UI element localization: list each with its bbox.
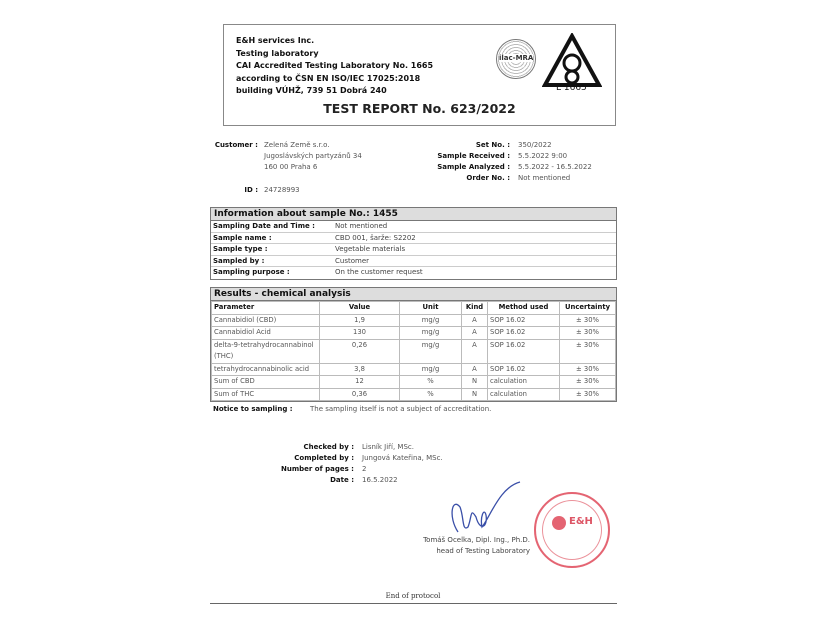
table-cell: mg/g [400, 363, 462, 376]
table-cell: ± 30% [560, 339, 616, 363]
completed-by: Jungová Kateřina, MSc. [362, 454, 443, 462]
stamp-emblem-icon [552, 516, 566, 530]
table-cell: 1,9 [320, 314, 400, 327]
table-cell: % [400, 376, 462, 389]
notice-text: The sampling itself is not a subject of accreditation. [310, 405, 492, 413]
order-no: Not mentioned [518, 174, 571, 182]
table-row [212, 363, 616, 376]
info-label: Sample type : [213, 245, 268, 253]
table-cell: Cannabidiol Acid [212, 327, 320, 340]
customer-street: Jugoslávských partyzánů 34 [264, 152, 362, 160]
cai-logo-icon [542, 33, 602, 89]
info-row [211, 244, 616, 256]
table-cell: 3,8 [320, 363, 400, 376]
table-cell: calculation [488, 388, 560, 401]
completed-by-label: Completed by : [294, 454, 354, 462]
table-cell: 0,26 [320, 339, 400, 363]
customer-id-label: ID : [244, 186, 258, 194]
sample-info-title: Information about sample No.: 1455 [211, 208, 616, 221]
info-value: Customer [335, 256, 370, 265]
table-cell: ± 30% [560, 388, 616, 401]
table-cell: 12 [320, 376, 400, 389]
info-label: Sample name : [213, 233, 272, 242]
sample-analyzed: 5.5.2022 - 16.5.2022 [518, 163, 592, 171]
ilac-logo [496, 39, 536, 79]
sample-info-box [210, 207, 617, 280]
info-row [211, 256, 616, 268]
date-label: Date : [330, 476, 354, 484]
report-title: TEST REPORT No. 623/2022 [323, 101, 516, 116]
checked-by: Lisník Jiří, MSc. [362, 443, 414, 451]
table-cell: ± 30% [560, 314, 616, 327]
table-header-row [212, 302, 616, 315]
info-value: Not mentioned [335, 222, 388, 230]
results-table [211, 301, 616, 401]
notice-label: Notice to sampling : [213, 405, 293, 413]
table-cell: % [400, 388, 462, 401]
info-label: Sampled by : [213, 256, 265, 265]
table-cell: A [462, 327, 488, 340]
checked-by-label: Checked by : [303, 443, 354, 451]
info-value: On the customer request [335, 268, 423, 276]
table-cell: SOP 16.02 [488, 363, 560, 376]
info-value: CBD 001, šarže: S2202 [335, 233, 416, 242]
table-cell: ± 30% [560, 376, 616, 389]
table-cell: Sum of CBD [212, 376, 320, 389]
table-cell: Sum of THC [212, 388, 320, 401]
table-cell: A [462, 339, 488, 363]
customer-id: 24728993 [264, 186, 300, 194]
stamp-text: E&H [569, 516, 593, 527]
table-cell: calculation [488, 376, 560, 389]
lab-type: Testing laboratory [236, 48, 319, 58]
footer-rule [210, 603, 617, 604]
info-row [211, 221, 616, 233]
table-cell: SOP 16.02 [488, 327, 560, 340]
cai-logo-label: L 1665 [556, 83, 587, 93]
table-row [212, 314, 616, 327]
customer-name: Zelená Země s.r.o. [264, 141, 330, 149]
column-header: Kind [462, 302, 488, 315]
set-values [518, 140, 592, 184]
info-row [211, 233, 616, 245]
signer-role: head of Testing Laboratory [436, 547, 530, 555]
table-row [212, 327, 616, 340]
table-cell: SOP 16.02 [488, 339, 560, 363]
table-row [212, 376, 616, 389]
table-cell: N [462, 376, 488, 389]
signer-name: Tomáš Ocelka, Dipl. Ing., Ph.D. [423, 536, 530, 544]
table-cell: mg/g [400, 327, 462, 340]
end-of-protocol: End of protocol [385, 592, 441, 600]
column-header: Parameter [212, 302, 320, 315]
info-row [211, 267, 616, 279]
table-cell: 0,36 [320, 388, 400, 401]
pages-label: Number of pages : [281, 465, 354, 473]
lab-name: E&H services Inc. [236, 36, 315, 45]
lab-standard: according to ČSN EN ISO/IEC 17025:2018 [236, 73, 421, 83]
customer-address [264, 140, 362, 173]
table-cell: tetrahydrocannabinolic acid [212, 363, 320, 376]
column-header: Unit [400, 302, 462, 315]
signoff-labels [240, 442, 354, 486]
table-cell: delta-9-tetrahydrocannabinol (THC) [212, 339, 320, 363]
report-header [223, 24, 616, 126]
signature-icon [440, 480, 530, 535]
customer-city: 160 00 Praha 6 [264, 163, 318, 171]
sample-received-label: Sample Received : [437, 152, 510, 160]
order-no-label: Order No. : [466, 174, 510, 182]
table-cell: ± 30% [560, 327, 616, 340]
table-cell: 130 [320, 327, 400, 340]
lab-accreditation: CAI Accredited Testing Laboratory No. 1665 [236, 61, 434, 70]
column-header: Value [320, 302, 400, 315]
info-label: Sampling purpose : [213, 268, 290, 276]
column-header: Method used [488, 302, 560, 315]
table-row [212, 388, 616, 401]
table-cell: A [462, 314, 488, 327]
customer-label: Customer : [214, 141, 258, 149]
signoff-values [362, 442, 443, 486]
table-cell: mg/g [400, 314, 462, 327]
column-header: Uncertainty [560, 302, 616, 315]
table-cell: SOP 16.02 [488, 314, 560, 327]
table-cell: mg/g [400, 339, 462, 363]
table-row [212, 339, 616, 363]
table-cell: Cannabidiol (CBD) [212, 314, 320, 327]
ilac-logo-text: ilac-MRA [499, 54, 534, 62]
sample-analyzed-label: Sample Analyzed : [437, 163, 510, 171]
table-cell: N [462, 388, 488, 401]
report-date: 16.5.2022 [362, 476, 398, 484]
table-cell: A [462, 363, 488, 376]
table-cell: ± 30% [560, 363, 616, 376]
set-labels [400, 140, 510, 184]
number-of-pages: 2 [362, 465, 367, 473]
lab-info [236, 35, 433, 98]
lab-address: building VÚHŽ, 739 51 Dobrá 240 [236, 86, 387, 95]
results-title: Results - chemical analysis [211, 288, 616, 301]
set-no: 350/2022 [518, 141, 552, 149]
info-label: Sampling Date and Time : [213, 222, 315, 230]
set-no-label: Set No. : [475, 141, 510, 149]
sample-received: 5.5.2022 9:00 [518, 152, 568, 160]
info-value: Vegetable materials [335, 245, 406, 253]
results-box [210, 287, 617, 402]
lab-stamp [534, 492, 610, 568]
